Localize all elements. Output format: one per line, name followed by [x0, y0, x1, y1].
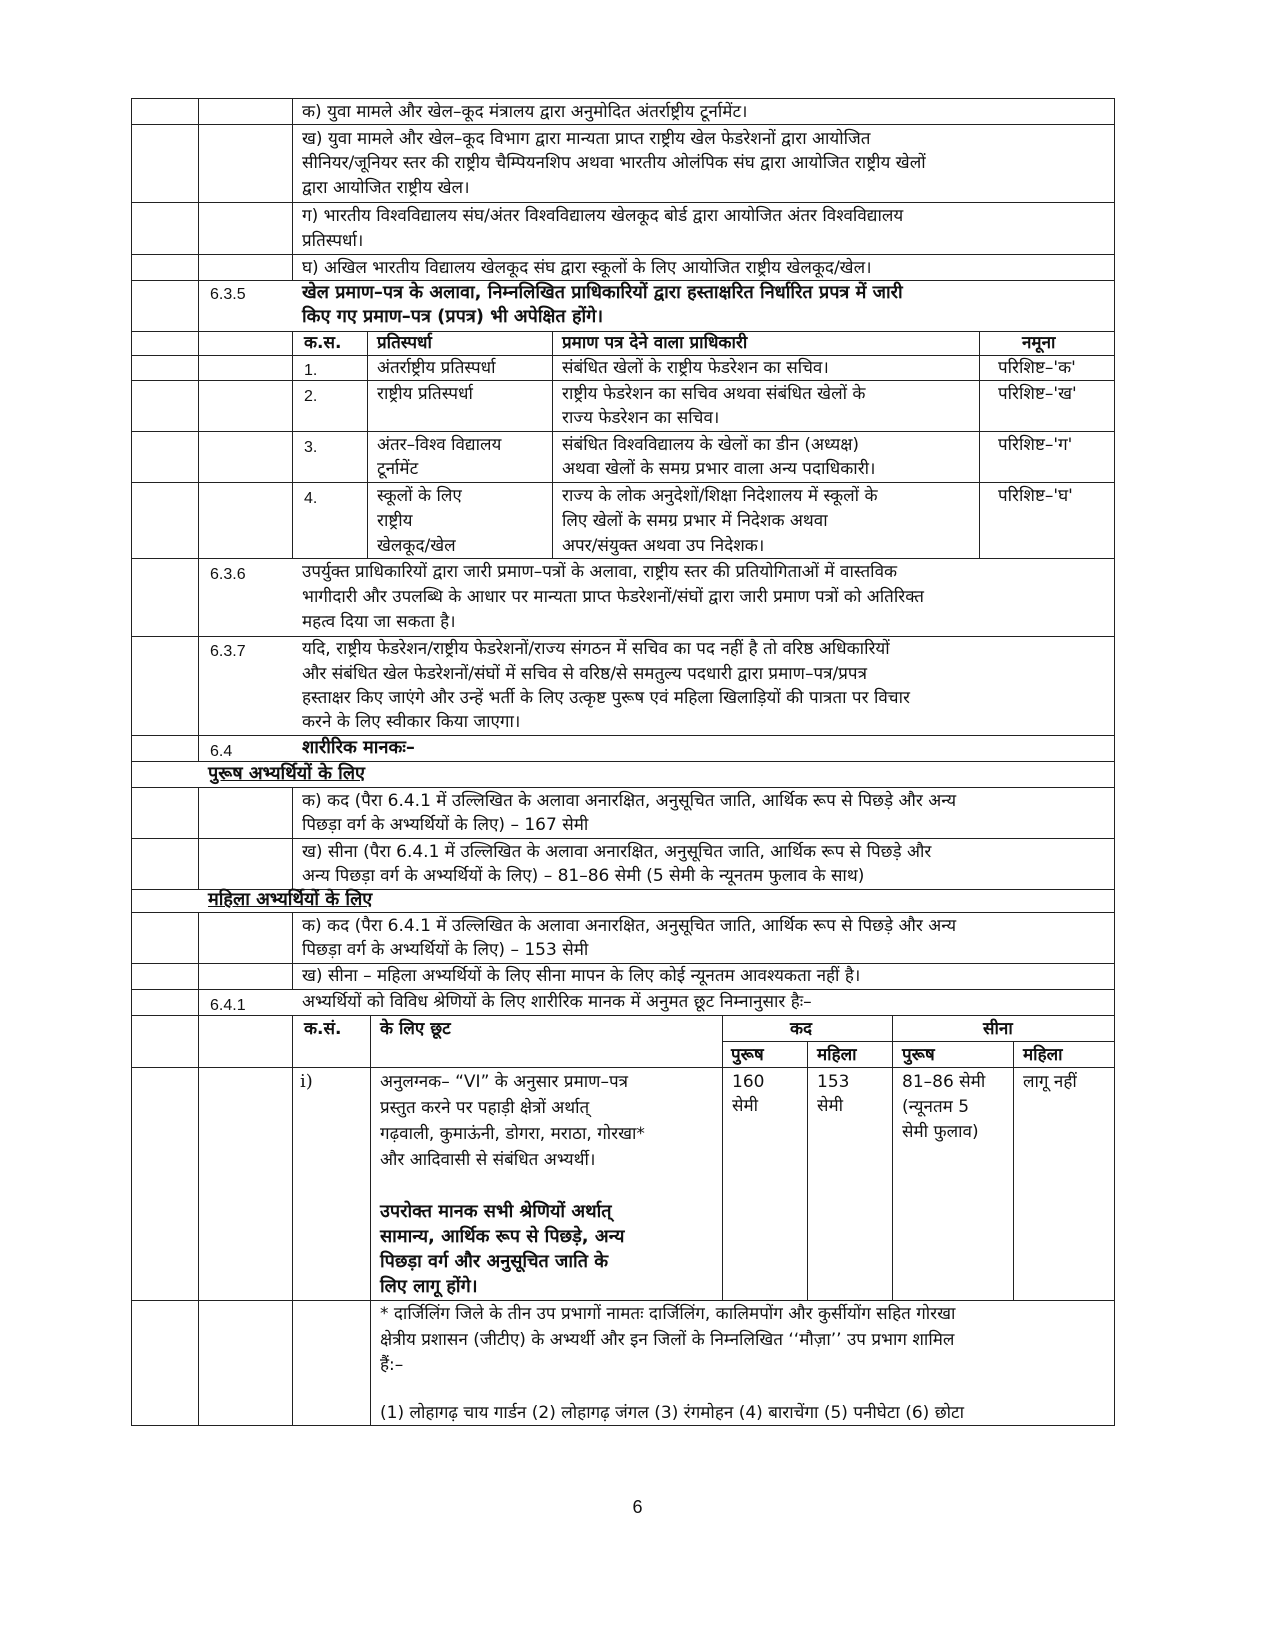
male-height-value: 160 [732, 1072, 765, 1092]
male-height: क) कद (पैरा 6.4.1 में उल्लिखित के अलावा अनारक्षित, अनुसूचित जाति, आर्थिक रूप से पिछड़े और अन्य [302, 791, 957, 811]
paragraph-6-3-7: और संबंधित खेल फेडरेशनों/संघों में सचिव से वरिष्ठ/से समतुल्य पदधारी द्वारा प्रमाण–पत्र/प्रपत्र [302, 664, 867, 684]
relaxation-applicability: सामान्य, आर्थिक रूप से पिछड़े, अन्य [380, 1226, 625, 1247]
section-heading: किए गए प्रमाण–पत्र (प्रपत्र) भी अपेक्षित होंगे। [302, 306, 604, 327]
row-sn: 4. [304, 490, 318, 507]
row-authority: अथवा खेलों के समग्र प्रभार वाला अन्य पदाधिकारी। [562, 459, 876, 479]
row-authority: राज्य फेडरेशन का सचिव। [562, 408, 720, 428]
col-header-authority: प्रमाण पत्र देने वाला प्राधिकारी [562, 333, 748, 353]
female-chest: ख) सीना – महिला अभ्यर्थियों के लिए सीना मापन के लिए कोई न्यूनतम आवश्यकता नहीं है। [302, 966, 861, 986]
row-competition: अंतर्राष्ट्रीय प्रतिस्पर्धा [377, 358, 496, 378]
row-authority: लिए खेलों के समग्र प्रभार में निदेशक अथवा [562, 511, 828, 531]
section-number: 6.4.1 [210, 997, 246, 1014]
row-sn: 1. [304, 362, 318, 379]
relaxation-description: गढ़वाली, कुमाऊंनी, डोगरा, मराठा, गोरखा* [380, 1124, 645, 1144]
col-header-male: पुरूष [902, 1045, 935, 1065]
relaxation-applicability: लिए लागू होंगे। [380, 1276, 478, 1297]
col-header-height: कद [790, 1019, 813, 1039]
row-competition: टूर्नामेंट [377, 459, 419, 479]
paragraph-6-3-7: यदि, राष्ट्रीय फेडरेशन/राष्ट्रीय फेडरेशनों/राज्य संगठन में सचिव का पद नहीं है तो वरिष्ठ अधिकारियों [302, 639, 890, 659]
col-header-sample: नमूना [1022, 333, 1056, 353]
row-authority: राज्य के लोक अनुदेशों/शिक्षा निदेशालय में स्कूलों के [562, 486, 878, 506]
row-sample: परिशिष्ट–'ग' [998, 435, 1073, 455]
relaxation-description: अनुलग्नक– “VI” के अनुसार प्रमाण–पत्र [380, 1072, 628, 1092]
row-authority: अपर/संयुक्त अथवा उप निदेशक। [562, 536, 765, 556]
relaxation-applicability: पिछड़ा वर्ग और अनुसूचित जाति के [380, 1251, 609, 1272]
male-chest-value: (न्यूनतम 5 [902, 1097, 970, 1117]
paragraph-6-3-7: हस्ताक्षर किए जाएंगे और उन्हें भर्ती के लिए उत्कृष्ट पुरूष एवं महिला खिलाड़ियों की पात्रता पर विचार [302, 688, 910, 708]
female-height: क) कद (पैरा 6.4.1 में उल्लिखित के अलावा अनारक्षित, अनुसूचित जाति, आर्थिक रूप से पिछड़े और अन्य [302, 916, 957, 936]
row-competition: स्कूलों के लिए [377, 486, 462, 506]
row-authority: संबंधित खेलों के राष्ट्रीय फेडरेशन का सचिव। [562, 358, 829, 378]
male-height-unit: सेमी [732, 1096, 759, 1116]
col-header-female: महिला [817, 1045, 857, 1065]
male-height: पिछड़ा वर्ग के अभ्यर्थियों के लिए) – 167 सेमी [302, 815, 589, 835]
female-candidates-heading: महिला अभ्यर्थियों के लिए [208, 889, 373, 910]
footnote: हैं:– [380, 1355, 404, 1375]
female-chest-value: लागू नहीं [1023, 1072, 1077, 1092]
male-chest: ख) सीना (पैरा 6.4.1 में उल्लिखित के अलावा अनारक्षित, अनुसूचित जाति, आर्थिक रूप से पिछड़े और [302, 842, 932, 862]
col-header-competition: प्रतिस्पर्धा [377, 333, 432, 353]
male-chest-value: 81–86 सेमी [902, 1072, 986, 1092]
paragraph-6-3-7: करने के लिए स्वीकार किया जाएगा। [302, 712, 521, 732]
row-competition: अंतर–विश्व विद्यालय [377, 435, 502, 455]
col-header-male: पुरूष [731, 1045, 764, 1065]
row-sample: परिशिष्ट–'घ' [998, 486, 1073, 506]
female-height-value: 153 [817, 1072, 850, 1092]
intro-item-ka: क) युवा मामले और खेल–कूद मंत्रालय द्वारा अनुमोदित अंतर्राष्ट्रीय टूर्नामेंट। [302, 102, 748, 122]
female-height: पिछड़ा वर्ग के अभ्यर्थियों के लिए) – 153 सेमी [302, 940, 589, 960]
intro-item-gha: घ) अखिल भारतीय विद्यालय खेलकूद संघ द्वारा स्कूलों के लिए आयोजित राष्ट्रीय खेलकूद/खेल। [302, 258, 872, 278]
row-competition: राष्ट्रीय [377, 511, 413, 531]
male-candidates-heading: पुरूष अभ्यर्थियों के लिए [208, 763, 366, 784]
relaxation-description: और आदिवासी से संबंधित अभ्यर्थी। [380, 1150, 596, 1170]
male-chest-value: सेमी फुलाव) [902, 1122, 979, 1142]
paragraph-6-3-6: उपर्युक्त प्राधिकारियों द्वारा जारी प्रमाण–पत्रों के अलावा, राष्ट्रीय स्तर की प्रतियोगिताओं में वास्तविक [302, 562, 898, 582]
row-sample: परिशिष्ट–'क' [998, 358, 1076, 378]
section-heading: शारीरिक मानकः– [302, 737, 415, 758]
footnote: क्षेत्रीय प्रशासन (जीटीए) के अभ्यर्थी और इन जिलों के निम्नलिखित ‘‘मौज़ा’’ उप प्रभाग शामिल [380, 1330, 955, 1350]
row-competition: राष्ट्रीय प्रतिस्पर्धा [377, 384, 473, 404]
col-header-relaxation-for: के लिए छूट [380, 1019, 451, 1039]
row-competition: खेलकूद/खेल [377, 536, 456, 556]
mauza-list: (1) लोहागढ़ चाय गार्डन (2) लोहागढ़ जंगल (3) रंगमोहन (4) बाराचेंगा (5) पनीघेटा (6) छोटा [380, 1403, 965, 1423]
row-sn: 2. [304, 388, 318, 405]
paragraph-6-3-6: महत्व दिया जा सकता है। [302, 612, 456, 632]
section-number: 6.3.7 [210, 643, 246, 660]
row-authority: राष्ट्रीय फेडरेशन का सचिव अथवा संबंधित खेलों के [562, 384, 866, 404]
page-number: 6 [632, 1497, 643, 1517]
col-header-sn: क.सं. [304, 1019, 342, 1039]
document-page: क) युवा मामले और खेल–कूद मंत्रालय द्वारा अनुमोदित अंतर्राष्ट्रीय टूर्नामेंट। ख) युवा मामले और खेल–कूद विभाग द्वारा मान्यता प्राप्त राष्ट्रीय खेल फेडरेशनों द्वारा आयोजित सीनियर/जूनियर स्तर की राष्ट्रीय चैम्पियनशिप अथवा भारतीय ओलंपिक संघ द्वारा आयोजित राष्ट्रीय खेलों द्वारा आयोजित राष्ट्रीय खेल। ग) भारतीय विश्वविद्यालय संघ/अंतर विश्वविद्यालय खेलकूद बोर्ड द्वारा आयोजित अंतर विश्वविद्यालय प्रतिस्पर्धा। घ) अखिल भारतीय विद्यालय खेलकूद संघ द्वारा स्कूलों के लिए आयोजित राष्ट्रीय खेलकूद/खेल। 6.3.5 खेल प्रमाण–पत्र के अलावा, निम्नलिखित प्राधिकारियों द्वारा हस्ताक्षरित निर्धारित प्रपत्र में जारी किए गए प्रमाण–पत्र (प्रपत्र) भी अपेक्षित होंगे। क.स. प्रतिस्पर्धा प्रमाण पत्र देने वाला प्राधिकारी नमूना 1. अंतर्राष्ट्रीय प्रतिस्पर्धा संबंधित खेलों के राष्ट्रीय फेडरेशन का सचिव। परिशिष्ट–'क' 2. राष्ट्रीय प्रतिस्पर्धा राष्ट्रीय फेडरेशन का सचिव अथवा संबंधित खेलों के राज्य फेडरेशन का सचिव। परिशिष्ट–'ख' 3. अंतर–विश्व विद्यालय टूर्नामेंट संबंधित विश्वविद्यालय के खेलों का डीन (अध्यक्ष) अथवा खेलों के समग्र प्रभार वाला अन्य पदाधिकारी। परिशिष्ट–'ग' 4. स्कूलों के लिए राष्ट्रीय खेलकूद/खेल राज्य के लोक अनुदेशों/शिक्षा निदेशालय में स्कूलों के लिए खेलों के समग्र प्रभार में निदेशक अथवा अपर/संयुक्त अथवा उप निदेशक। परिशिष्ट–'घ' 6.3.6 उपर्युक्त प्राधिकारियों द्वारा जारी प्रमाण–पत्रों के अलावा, राष्ट्रीय स्तर की प्रतियोगिताओं में वास्तविक भागीदारी और उपलब्धि के आधार पर मान्यता प्राप्त फेडरेशनों/संघों द्वारा जारी प्रमाण पत्रों को अतिरिक्त महत्व दिया जा सकता है। 6.3.7 यदि, राष्ट्रीय फेडरेशन/राष्ट्रीय फेडरेशनों/राज्य संगठन में सचिव का पद नहीं है तो वरिष्ठ अधिकारियों और संबंधित खेल फेडरेशनों/संघों में सचिव से वरिष्ठ/से समतुल्य पदधारी द्वारा प्रमाण–पत्र/प्रपत्र हस्ताक्षर किए जाएंगे और उन्हें भर्ती के लिए उत्कृष्ट पुरूष एवं महिला खिलाड़ियों की पात्रता पर विचार करने के लिए स्वीकार किया जाएगा। 6.4 शारीरिक मानकः– पुरूष अभ्यर्थियों के लिए क) कद (पैरा 6.4.1 में उल्लिखित के अलावा अनारक्षित, अनुसूचित जाति, आर्थिक रूप से पिछड़े और अन्य पिछड़ा वर्ग के अभ्यर्थियों के लिए) – 167 सेमी ख) सीना (पैरा 6.4.1 में उल्लिखित के अलावा अनारक्षित, अनुसूचित जाति, आर्थिक रूप से पिछड़े और अन्य पिछड़ा वर्ग के अभ्यर्थियों के लिए) – 81–86 सेमी (5 सेमी के न्यूनतम फुलाव के साथ) महिला अभ्यर्थियों के लिए क) कद (पैरा 6.4.1 में उल्लिखित के अलावा अनारक्षित, अनुसूचित जाति, आर्थिक रूप से पिछड़े और अन्य पिछड़ा वर्ग के अभ्यर्थियों के लिए) – 153 सेमी ख) सीना – महिला अभ्यर्थियों के लिए सीना मापन के लिए कोई न्यूनतम आवश्यकता नहीं है। 6.4.1 अभ्यर्थियों को विविध श्रेणियों के लिए शारीरिक मानक में अनुमत छूट निम्नानुसार हैः– क.सं. के लिए छूट कद सीना पुरूष महिला पुरूष महिला i) अनुलग्नक– “VI” के अनुसार प्रमाण–पत्र प्रस्तुत करने पर पहाड़ी क्षेत्रों अर्थात् गढ़वाली, कुमाऊंनी, डोगरा, मराठा, गोरखा* और आदिवासी से संबंधित अभ्यर्थी। उपरोक्त मानक सभी श्रेणियों अर्थात् सामान्य, आर्थिक रूप से पिछड़े, अन्य पिछड़ा वर्ग और अनुसूचित जाति के लिए लागू होंगे। 160 सेमी 153 सेमी 81–86 सेमी (न्यूनतम 5 सेमी फुलाव) लागू नहीं * दार्जिलिंग जिले के तीन उप प्रभागों नामतः दार्जिलिंग, कालिमपोंग और कुर्सीयोंग सहित गोरखा क्षेत्रीय प्रशासन (जीटीए) के अभ्यर्थी और इन जिलों के निम्नलिखित ‘‘मौज़ा’’ उप प्रभाग शामिल हैं:– (1) लोहागढ़ चाय गार्डन (2) लोहागढ़ जंगल (3) रंगमोहन (4) बाराचेंगा (5) पनीघेटा (6) छोटा 6 [0, 0, 1275, 1650]
row-authority: संबंधित विश्वविद्यालय के खेलों का डीन (अध्यक्ष) [562, 435, 860, 455]
col-header-chest: सीना [983, 1019, 1013, 1039]
col-header-sn: क.स. [304, 333, 342, 353]
footnote: * दार्जिलिंग जिले के तीन उप प्रभागों नामतः दार्जिलिंग, कालिमपोंग और कुर्सीयोंग सहित गोरखा [380, 1304, 956, 1324]
row-sn: 3. [304, 439, 318, 456]
female-height-unit: सेमी [817, 1096, 844, 1116]
section-number: 6.3.6 [210, 566, 246, 583]
col-header-female: महिला [1023, 1045, 1063, 1065]
section-number: 6.4 [210, 743, 233, 760]
row-sn: i) [300, 1071, 313, 1092]
paragraph-6-4-1: अभ्यर्थियों को विविध श्रेणियों के लिए शारीरिक मानक में अनुमत छूट निम्नानुसार हैः– [302, 992, 812, 1012]
section-number: 6.3.5 [210, 286, 246, 303]
relaxation-description: प्रस्तुत करने पर पहाड़ी क्षेत्रों अर्थात् [380, 1098, 590, 1118]
male-chest: अन्य पिछड़ा वर्ग के अभ्यर्थियों के लिए) – 81–86 सेमी (5 सेमी के न्यूनतम फुलाव के साथ) [302, 866, 865, 886]
relaxation-applicability: उपरोक्त मानक सभी श्रेणियों अर्थात् [380, 1201, 612, 1222]
paragraph-6-3-6: भागीदारी और उपलब्धि के आधार पर मान्यता प्राप्त फेडरेशनों/संघों द्वारा जारी प्रमाण पत्रों को अतिरिक्त [302, 587, 924, 607]
row-sample: परिशिष्ट–'ख' [998, 384, 1077, 404]
section-heading: खेल प्रमाण–पत्र के अलावा, निम्नलिखित प्राधिकारियों द्वारा हस्ताक्षरित निर्धारित प्रपत्र में जारी [302, 282, 903, 303]
